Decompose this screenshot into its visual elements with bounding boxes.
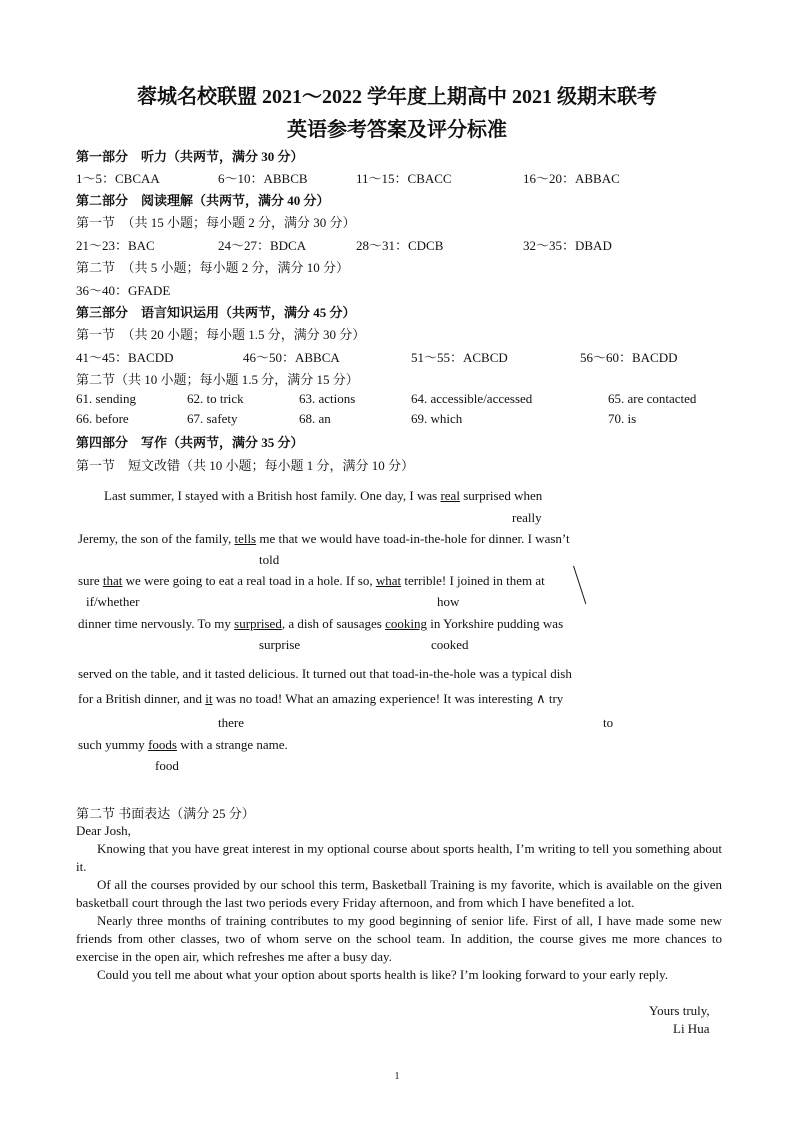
answer-group: 32～35：DBAD xyxy=(523,238,612,253)
model-letter xyxy=(76,822,722,984)
answer-item: 69. which xyxy=(411,411,463,426)
correction-word: food xyxy=(155,758,179,773)
error-word: it xyxy=(205,691,213,706)
answer-group: 36～40：GFADE xyxy=(76,283,171,298)
passage-line: such yummy foods with a strange name. xyxy=(78,737,288,752)
error-word: what xyxy=(375,573,402,588)
answer-group: 1～5：CBCAA xyxy=(76,171,160,186)
part4-section1: 第一节 短文改错（共 10 小题；每小题 1 分，满分 10 分） xyxy=(76,458,415,473)
answer-item: 65. are contacted xyxy=(608,391,697,406)
part2-section2: 第二节 （共 5 小题；每小题 2 分，满分 10 分） xyxy=(76,260,350,275)
page-number: 1 xyxy=(394,1071,400,1082)
insert-caret-icon: ∧ xyxy=(536,691,546,706)
answer-item: 62. to trick xyxy=(187,391,244,406)
page-subtitle: 英语参考答案及评分标准 xyxy=(287,119,507,141)
letter-signature: Li Hua xyxy=(673,1021,710,1036)
part4-heading: 第四部分 写作（共两节，满分 35 分） xyxy=(76,435,304,450)
correction-word: how xyxy=(437,594,460,609)
correction-word: if/whether xyxy=(86,594,140,609)
passage-line: served on the table, and it tasted delicious. It turned out that toad-in-the-hole was a typical dish xyxy=(78,666,572,681)
error-word: tells xyxy=(234,531,257,546)
answer-group: 56～60：BACDD xyxy=(580,350,678,365)
answer-item: 61. sending xyxy=(76,391,136,406)
part2-section1: 第一节 （共 15 小题；每小题 2 分，满分 30 分） xyxy=(76,215,356,230)
correction-word: surprise xyxy=(259,637,301,652)
answer-item: 64. accessible/accessed xyxy=(411,391,533,406)
letter-salutation: Dear Josh, xyxy=(76,823,131,838)
answer-group: 21～23：BAC xyxy=(76,238,155,253)
answer-item: 66. before xyxy=(76,411,129,426)
answer-item: 67. safety xyxy=(187,411,238,426)
error-word: cooking xyxy=(385,616,427,631)
letter-paragraph: Could you tell me about what your option about sports health is like? I’m looking forward to your early reply. xyxy=(97,967,669,982)
letter-paragraph: Nearly three months of training contributes to my good beginning of senior life. First of all, I have made some new friends from other classes, two of whom serve on the school team. In addition, the course gives me more chances to exercise in the open air, which refreshes me after a busy day. xyxy=(76,913,722,964)
correction-word: told xyxy=(259,552,280,567)
passage-line: Last summer, I stayed with a British host family. One day, I was real surprised when xyxy=(104,488,543,503)
answer-item: 68. an xyxy=(299,411,331,426)
answer-group: 24～27：BDCA xyxy=(218,238,307,253)
answer-group: 6～10：ABBCB xyxy=(218,171,308,186)
part3-section1: 第一节 （共 20 小题；每小题 1.5 分，满分 30 分） xyxy=(76,327,366,342)
error-word: that xyxy=(102,573,123,588)
correction-word: really xyxy=(512,510,542,525)
letter-paragraph: Of all the courses provided by our school this term, Basketball Training is my favorite, which is available on the given basketball court through the last two periods every Friday afternoon, and from which I have benefited a lot. xyxy=(76,877,722,910)
correction-word: cooked xyxy=(431,637,469,652)
answer-item: 70. is xyxy=(608,411,637,426)
part3-heading: 第三部分 语言知识运用（共两节，满分 45 分） xyxy=(76,305,356,320)
correction-word: there xyxy=(218,715,244,730)
passage-line: for a British dinner, and it was no toad! What an amazing experience! It was interesting ∧ try xyxy=(78,691,564,706)
answer-group: 46～50：ABBCA xyxy=(243,350,340,365)
part3-section2: 第二节（共 10 小题；每小题 1.5 分，满分 15 分） xyxy=(76,372,359,387)
error-word: real xyxy=(440,488,460,503)
error-word: foods xyxy=(148,737,177,752)
part4-section2: 第二节 书面表达（满分 25 分） xyxy=(76,806,255,821)
passage-line: sure that we were going to eat a real toad in a hole. If so, what terrible! I joined in them at xyxy=(78,573,545,588)
answer-item: 63. actions xyxy=(299,391,356,406)
part2-heading: 第二部分 阅读理解（共两节，满分 40 分） xyxy=(76,193,330,208)
part1-heading: 第一部分 听力（共两节，满分 30 分） xyxy=(76,149,304,164)
letter-paragraph: Knowing that you have great interest in my optional course about sports health, I’m writing to tell you something about it. xyxy=(76,841,722,874)
answer-group: 11～15：CBACC xyxy=(356,171,452,186)
deleted-word: in xyxy=(492,573,503,588)
answer-group: 51～55：ACBCD xyxy=(411,350,508,365)
correction-word: to xyxy=(603,715,614,730)
answer-group: 41～45：BACDD xyxy=(76,350,174,365)
delete-mark-icon xyxy=(573,566,586,604)
answer-group: 16～20：ABBAC xyxy=(523,171,620,186)
answer-group: 28～31：CDCB xyxy=(356,238,444,253)
error-word: surprised xyxy=(234,616,282,631)
page-title: 蓉城名校联盟 2021～2022 学年度上期高中 2021 级期末联考 xyxy=(137,86,657,108)
letter-closing: Yours truly, xyxy=(649,1003,710,1018)
passage-line: Jeremy, the son of the family, tells me that we would have toad-in-the-hole for dinner. I wasn’t xyxy=(78,531,570,546)
passage-line: dinner time nervously. To my surprised, a dish of sausages cooking in Yorkshire pudding was xyxy=(78,616,564,631)
